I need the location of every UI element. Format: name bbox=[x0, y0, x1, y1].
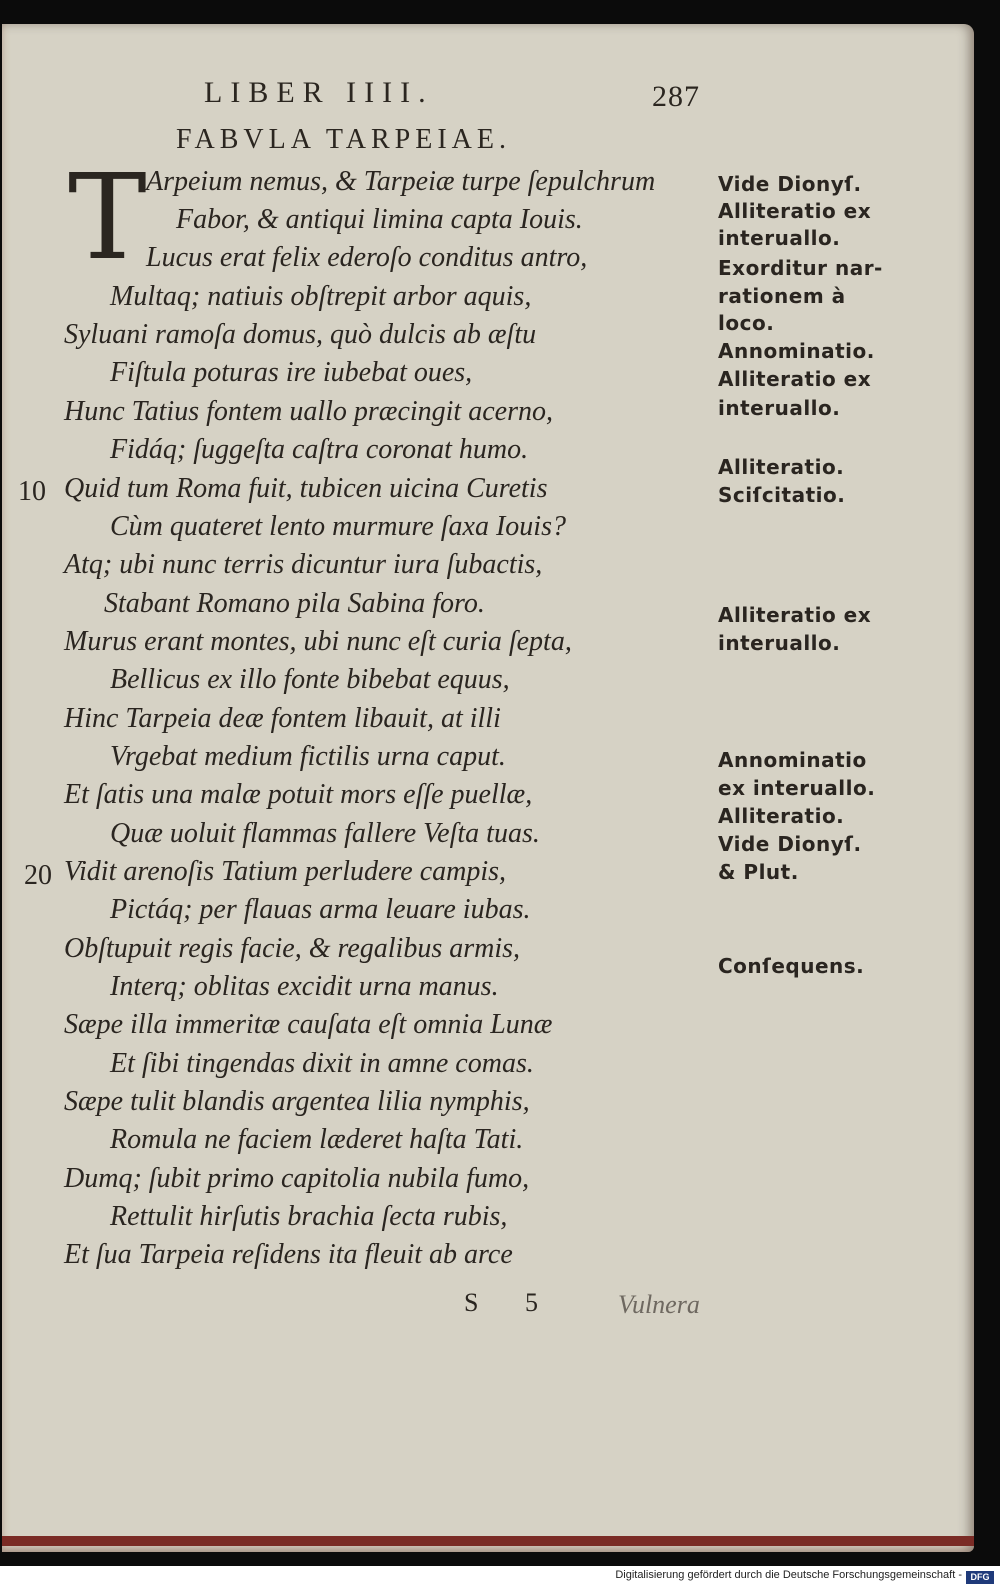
verse-line-28: Rettulit hirſutis brachia ſecta rubis, bbox=[110, 1201, 508, 1232]
page-edge bbox=[2, 1536, 974, 1546]
marginal-note: interuallo. bbox=[718, 631, 841, 655]
dfg-logo-icon: DFG bbox=[966, 1571, 994, 1584]
verse-line-15: Hinc Tarpeia deæ fontem libauit, at illi bbox=[64, 703, 501, 734]
marginal-note: interuallo. bbox=[718, 226, 841, 250]
verse-line-11: Atq; ubi nunc terris dicuntur iura ſubactis, bbox=[64, 549, 543, 580]
verse-line-10: Cùm quateret lento murmure ſaxa Iouis? bbox=[110, 511, 566, 542]
marginal-note: Vide Dionyſ. bbox=[718, 172, 862, 196]
marginal-note: Alliteratio. bbox=[718, 804, 845, 828]
line-number-10: 10 bbox=[18, 476, 46, 507]
marginal-note: interuallo. bbox=[718, 396, 841, 420]
verse-line-18: Quæ uoluit flammas fallere Veſta tuas. bbox=[110, 818, 540, 849]
verse-line-27: Dumq; ſubit primo capitolia nubila fumo, bbox=[64, 1163, 530, 1194]
verse-line-9: Quid tum Roma fuit, tubicen uicina Curetis bbox=[64, 473, 548, 504]
verse-line-2: Fabor, & antiqui limina capta Iouis. bbox=[176, 204, 583, 235]
verse-line-29: Et ſua Tarpeia reſidens ita fleuit ab arce bbox=[64, 1239, 513, 1270]
attribution-text: Digitalisierung gefördert durch die Deutsche Forschungsgemeinschaft - bbox=[615, 1569, 962, 1581]
verse-line-17: Et ſatis una malæ potuit mors eſſe puellæ, bbox=[64, 779, 533, 810]
marginal-note: Conſequens. bbox=[718, 954, 865, 978]
verse-line-1: Arpeium nemus, & Tarpeiæ turpe ſepulchrum bbox=[146, 166, 656, 197]
marginal-note: Alliteratio ex bbox=[718, 367, 872, 391]
marginal-note: Alliteratio ex bbox=[718, 199, 872, 223]
verse-line-20: Pictáq; per flauas arma leuare iubas. bbox=[110, 894, 531, 925]
marginal-note: & Plut. bbox=[718, 860, 799, 884]
marginal-note: Sciſcitatio. bbox=[718, 483, 846, 507]
marginal-note: Alliteratio. bbox=[718, 455, 845, 479]
verse-line-23: Sæpe illa immeritæ cauſata eſt omnia Lunæ bbox=[64, 1009, 553, 1040]
marginal-note: Annominatio bbox=[718, 748, 867, 772]
verse-line-7: Hunc Tatius fontem uallo præcingit acerno, bbox=[64, 396, 553, 427]
attribution-bar bbox=[0, 1566, 1000, 1590]
verse-line-12: Stabant Romano pila Sabina foro. bbox=[104, 588, 485, 619]
page-number: 287 bbox=[652, 80, 700, 113]
section-title: FABVLA TARPEIAE. bbox=[176, 124, 511, 155]
verse-line-5: Syluani ramoſa domus, quò dulcis ab æſtu bbox=[64, 319, 537, 350]
marginal-note: ex interuallo. bbox=[718, 776, 876, 800]
verse-line-14: Bellicus ex illo fonte bibebat equus, bbox=[110, 664, 510, 695]
verse-line-19: Vidit arenoſis Tatium perludere campis, bbox=[64, 856, 507, 887]
marginal-note: Exorditur nar- bbox=[718, 256, 883, 280]
verse-line-24: Et ſibi tingendas dixit in amne comas. bbox=[110, 1048, 534, 1079]
verse-line-3: Lucus erat felix ederoſo conditus antro, bbox=[146, 242, 588, 273]
verse-line-16: Vrgebat medium fictilis urna caput. bbox=[110, 741, 506, 772]
verse-line-26: Romula ne faciem læderet haſta Tati. bbox=[110, 1124, 524, 1155]
drop-cap: T bbox=[68, 148, 147, 286]
marginal-note: Vide Dionyſ. bbox=[718, 832, 862, 856]
catchword: Vulnera bbox=[618, 1290, 700, 1319]
running-title: LIBER IIII. bbox=[204, 76, 434, 109]
verse-line-22: Interq; oblitas excidit urna manus. bbox=[110, 971, 499, 1002]
signature-mark: S 5 bbox=[464, 1288, 558, 1317]
marginal-note: Alliteratio ex bbox=[718, 603, 872, 627]
verse-line-8: Fidáq; ſuggeſta caſtra coronat humo. bbox=[110, 434, 529, 465]
line-number-20: 20 bbox=[24, 860, 52, 891]
verse-line-4: Multaq; natiuis obſtrepit arbor aquis, bbox=[110, 281, 532, 312]
verse-line-6: Fiſtula poturas ire iubebat oues, bbox=[110, 357, 473, 388]
verse-line-25: Sæpe tulit blandis argentea lilia nymphis, bbox=[64, 1086, 530, 1117]
verse-line-21: Obſtupuit regis facie, & regalibus armis, bbox=[64, 933, 521, 964]
marginal-note: loco. bbox=[718, 311, 775, 335]
verse-line-13: Murus erant montes, ubi nunc eſt curia ſepta, bbox=[64, 626, 572, 657]
marginal-note: Annominatio. bbox=[718, 339, 875, 363]
marginal-note: rationem à bbox=[718, 284, 846, 308]
